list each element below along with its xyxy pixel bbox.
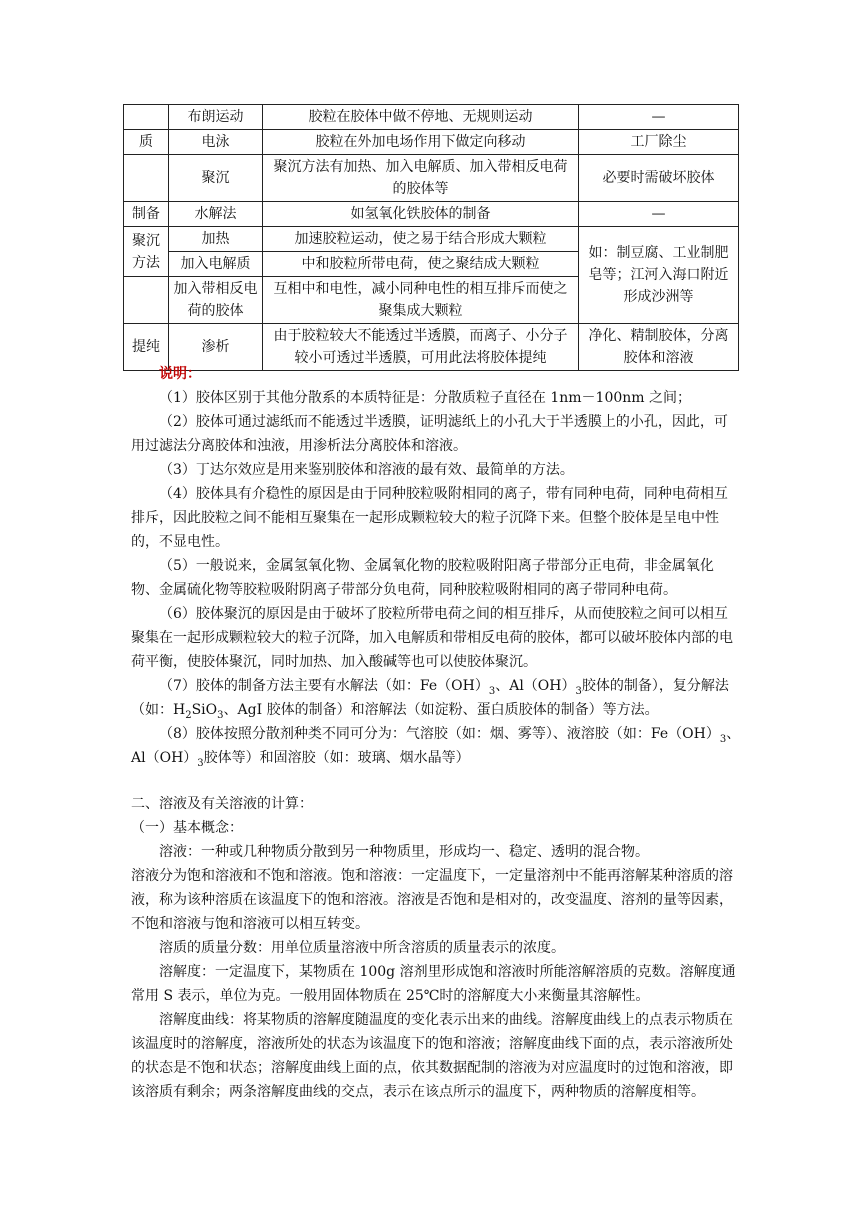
note-4: （4）胶体具有介稳性的原因是由于同种胶粒吸附相同的离子，带有同种电荷，同种电荷相互排斥，因此胶粒之间不能相互聚集在一起形成颗粒较大的粒子沉降下来。但整个胶体是呈电中性的，不显电性。 — [131, 486, 728, 550]
table-cell: 渗析 — [169, 324, 263, 371]
table-cell: 胶粒在外加电场作用下做定向移动 — [263, 130, 579, 155]
table-cell: 提纯 — [124, 324, 169, 371]
section-paragraph-2: 溶液分为饱和溶液和不饱和溶液。饱和溶液：一定温度下，一定量溶剂中不能再溶解某种溶质的溶液，称为该种溶质在该温度下的饱和溶液。溶液是否饱和是相对的，改变温度、溶剂的量等因素，不饱和溶液与饱和溶液可以相互转变。 — [131, 868, 733, 932]
table-cell: 工厂除尘 — [579, 130, 739, 155]
table-cell: 聚沉 — [169, 155, 263, 202]
table-cell: 必要时需破坏胶体 — [579, 155, 739, 202]
table-cell — [124, 105, 169, 130]
table-cell: 如氢氧化铁胶体的制备 — [263, 202, 579, 227]
note-5: （5）一般说来，金属氢氧化物、金属氧化物的胶粒吸附阳离子带部分正电荷，非金属氧化物、金属硫化物等胶粒吸附阴离子带部分负电荷，同种胶粒吸附相同的离子带同种电荷。 — [131, 558, 714, 598]
table-cell — [124, 277, 169, 324]
note-8: （8）胶体按照分散剂种类不同可分为：气溶胶（如：烟、雾等）、液溶胶（如：$Fe(OH)_3$、$Al(OH)_3$胶体等）和固溶胶（如：玻璃、烟水晶等） — [131, 726, 741, 769]
table-cell: 胶粒在胶体中做不停地、无规则运动 — [263, 105, 579, 130]
note-6: （6）胶体聚沉的原因是由于破坏了胶粒所带电荷之间的相互排斥，从而使胶粒之间可以相互聚集在一起形成颗粒较大的粒子沉降，加入电解质和带相反电荷的胶体，都可以破坏胶体内部的电荷平衡，使胶体聚沉，同时加热、加入酸碱等也可以使胶体聚沉。 — [131, 606, 733, 670]
table-cell: 布朗运动 — [169, 105, 263, 130]
table-row — [124, 105, 739, 130]
section-heading: 二、溶液及有关溶液的计算： — [131, 796, 313, 812]
notes-section — [131, 362, 741, 1104]
table-cell: 加入电解质 — [169, 252, 263, 277]
table-cell: 由于胶粒较大不能透过半透膜，而离子、小分子较小可透过半透膜，可用此法将胶体提纯 — [263, 324, 579, 371]
table-cell: — — [579, 105, 739, 130]
table-row — [124, 130, 739, 155]
section-subheading: （一）基本概念： — [131, 820, 243, 836]
table-row — [124, 155, 739, 202]
table-row — [124, 227, 739, 252]
table-cell: 电泳 — [169, 130, 263, 155]
table-cell: 加速胶粒运动，使之易于结合形成大颗粒 — [263, 227, 579, 252]
table-row — [124, 202, 739, 227]
table-cell — [124, 155, 169, 202]
table-cell: 水解法 — [169, 202, 263, 227]
table-cell: 聚沉方法有加热、加入电解质、加入带相反电荷的胶体等 — [263, 155, 579, 202]
note-3: （3）丁达尔效应是用来鉴别胶体和溶液的最有效、最简单的方法。 — [159, 462, 574, 478]
table-cell: 中和胶粒所带电荷，使之聚结成大颗粒 — [263, 252, 579, 277]
table-cell: — — [579, 202, 739, 227]
table-cell: 净化、精制胶体，分离胶体和溶液 — [579, 324, 739, 371]
section-paragraph-5: 溶解度曲线：将某物质的溶解度随温度的变化表示出来的曲线。溶解度曲线上的点表示物质在该温度时的溶解度，溶液所处的状态为该温度下的饱和溶液；溶解度曲线下面的点，表示溶液所处的状态是不饱和状态；溶解度曲线上面的点，依其数据配制的溶液为对应温度时的过饱和溶液，即该溶质有剩余；两条溶解度曲线的交点，表示在该点所示的温度下，两种物质的溶解度相等。 — [131, 1012, 733, 1100]
section-paragraph-1: 溶液：一种或几种物质分散到另一种物质里，形成均一、稳定、透明的混合物。 — [159, 844, 649, 860]
table-cell: 质 — [124, 130, 169, 155]
table-cell: 聚沉方法 — [124, 227, 169, 277]
note-2: （2）胶体可通过滤纸而不能透过半透膜，证明滤纸上的小孔大于半透膜上的小孔，因此，可用过滤法分离胶体和浊液，用渗析法分离胶体和溶液。 — [131, 414, 728, 454]
table-cell: 加热 — [169, 227, 263, 252]
table-cell: 如：制豆腐、工业制肥皂等；江河入海口附近形成沙洲等 — [579, 227, 739, 324]
colloid-properties-table — [123, 104, 739, 371]
section-paragraph-4: 溶解度：一定温度下，某物质在 100g 溶剂里形成饱和溶液时所能溶解溶质的克数。溶解度通常用 S 表示，单位为克。一般用固体物质在 25℃时的溶解度大小来衡量其溶解性。 — [131, 964, 736, 1004]
note-7: （7）胶体的制备方法主要有水解法（如：$Fe(OH)_3$、$Al(OH)_3$胶体的制备），复分解法（如：$H_2SiO_3$、AgI 胶体的制备）和溶解法（如淀粉、蛋白质胶体的制备）等方法。 — [131, 678, 729, 721]
note-1: （1）胶体区别于其他分散系的本质特征是：分散质粒子直径在 1nm－100nm 之间； — [159, 390, 692, 406]
table-cell: 互相中和电性，减小同种电性的相互排斥而使之聚集成大颗粒 — [263, 277, 579, 324]
notes-title: 说明： — [159, 366, 201, 382]
table-cell: 加入带相反电荷的胶体 — [169, 277, 263, 324]
section-paragraph-3: 溶质的质量分数：用单位质量溶液中所含溶质的质量表示的浓度。 — [159, 940, 565, 956]
table-cell: 制备 — [124, 202, 169, 227]
